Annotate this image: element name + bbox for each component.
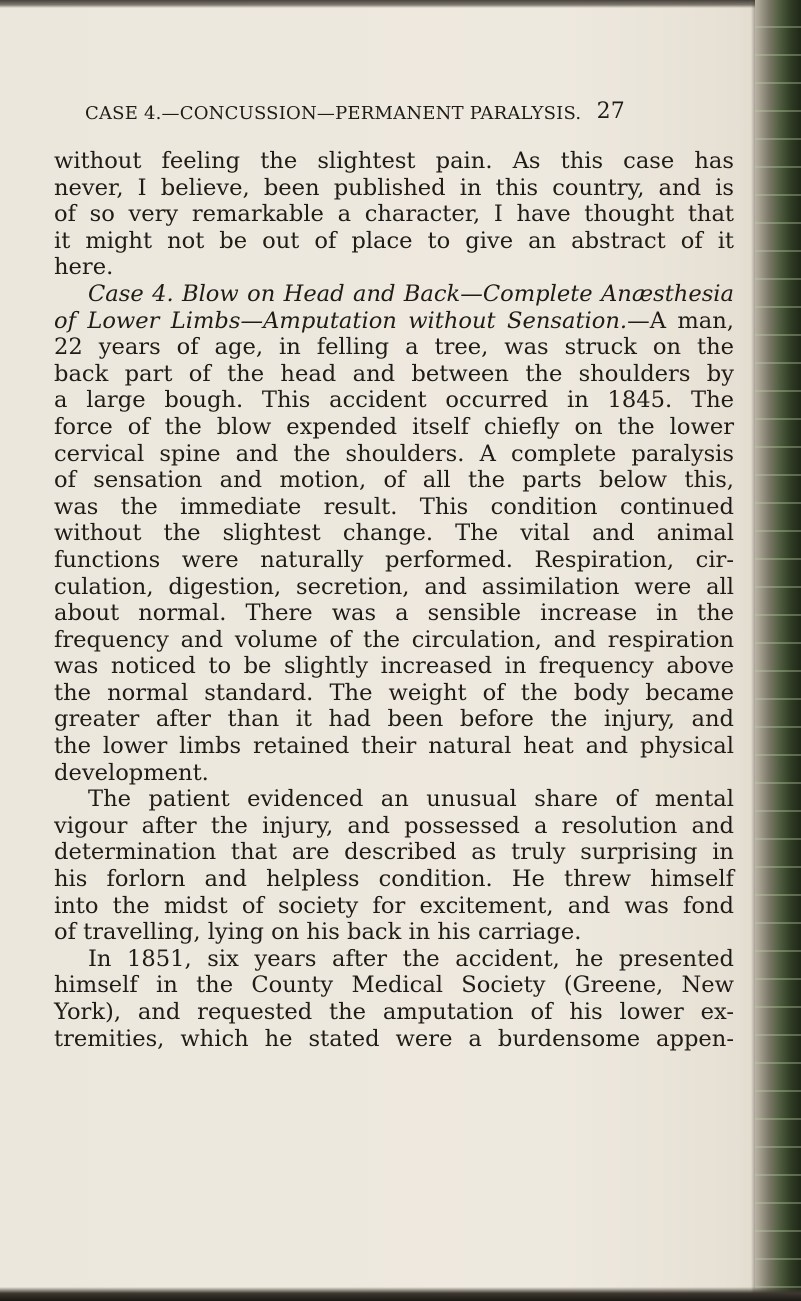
text-line: into the midst of society for excitement, and was fond xyxy=(54,892,734,919)
text-line: force of the blow expended itself chiefly on the lower xyxy=(54,413,734,440)
text-line: of travelling, lying on his back in his carriage. xyxy=(54,919,582,946)
case-heading-rest: —A man, xyxy=(627,307,734,334)
text-line: frequency and volume of the circulation, and respiration xyxy=(54,626,734,653)
text-line: was the immediate result. This condition continued xyxy=(54,493,734,520)
text-line: In 1851, six years after the accident, he presented xyxy=(88,945,734,972)
case-heading: Case 4. Blow on Head and Back—Complete Anæsthesia xyxy=(88,280,734,307)
paragraph-3 xyxy=(54,786,734,946)
text-line: back part of the head and between the shoulders by xyxy=(54,360,734,387)
body-text xyxy=(54,148,734,1052)
text-line: of so very remarkable a character, I have thought that xyxy=(54,201,734,228)
text-line: here. xyxy=(54,254,114,281)
text-line: greater after than it had been before the injury, and xyxy=(54,706,734,733)
text-line: functions were naturally performed. Respiration, cir- xyxy=(54,546,734,573)
text-line: York), and requested the amputation of his lower ex- xyxy=(54,999,734,1025)
text-line: a large bough. This accident occurred in 1845. The xyxy=(54,387,734,414)
text-line: it might not be out of place to give an abstract of it xyxy=(54,227,734,254)
text-line: development. xyxy=(54,759,209,786)
text-line: his forlorn and helpless condition. He threw himself xyxy=(54,866,734,893)
page-top-edge xyxy=(0,0,801,8)
case-heading-continued xyxy=(54,308,734,335)
text-line: without the slightest change. The vital and animal xyxy=(54,520,734,547)
book-binding-edge xyxy=(755,0,801,1301)
text-line: The patient evidenced an unusual share of mental xyxy=(88,786,734,813)
text-line: never, I believe, been published in this country, and is xyxy=(54,174,734,201)
text-line: culation, digestion, secretion, and assimilation were all xyxy=(54,573,734,600)
text-line: cervical spine and the shoulders. A complete paralysis xyxy=(54,440,734,467)
running-title: CASE 4.—CONCUSSION—PERMANENT PARALYSIS. xyxy=(85,103,582,124)
case-heading-italic: of Lower Limbs—Amputation without Sensation. xyxy=(54,307,628,334)
page-number: 27 xyxy=(596,99,625,124)
running-header xyxy=(85,99,625,127)
text-line: 22 years of age, in felling a tree, was struck on the xyxy=(54,334,734,361)
text-line: the lower limbs retained their natural heat and physical xyxy=(54,733,734,760)
text-line: of sensation and motion, of all the parts below this, xyxy=(54,467,734,494)
text-line: without feeling the slightest pain. As this case has xyxy=(54,148,734,174)
text-line: tremities, which he stated were a burdensome appen- xyxy=(54,1025,734,1052)
text-line: himself in the County Medical Society (Greene, New xyxy=(54,972,734,999)
paragraph-case-4 xyxy=(54,281,734,786)
text-line: about normal. There was a sensible increase in the xyxy=(54,600,734,627)
text-line: was noticed to be slightly increased in frequency above xyxy=(54,653,734,680)
text-line: the normal standard. The weight of the body became xyxy=(54,679,734,706)
paragraph-1 xyxy=(54,148,734,281)
paragraph-4 xyxy=(54,946,734,1052)
text-line: determination that are described as truly surprising in xyxy=(54,839,734,866)
page-bottom-edge xyxy=(0,1287,801,1301)
text-line: vigour after the injury, and possessed a resolution and xyxy=(54,812,734,839)
